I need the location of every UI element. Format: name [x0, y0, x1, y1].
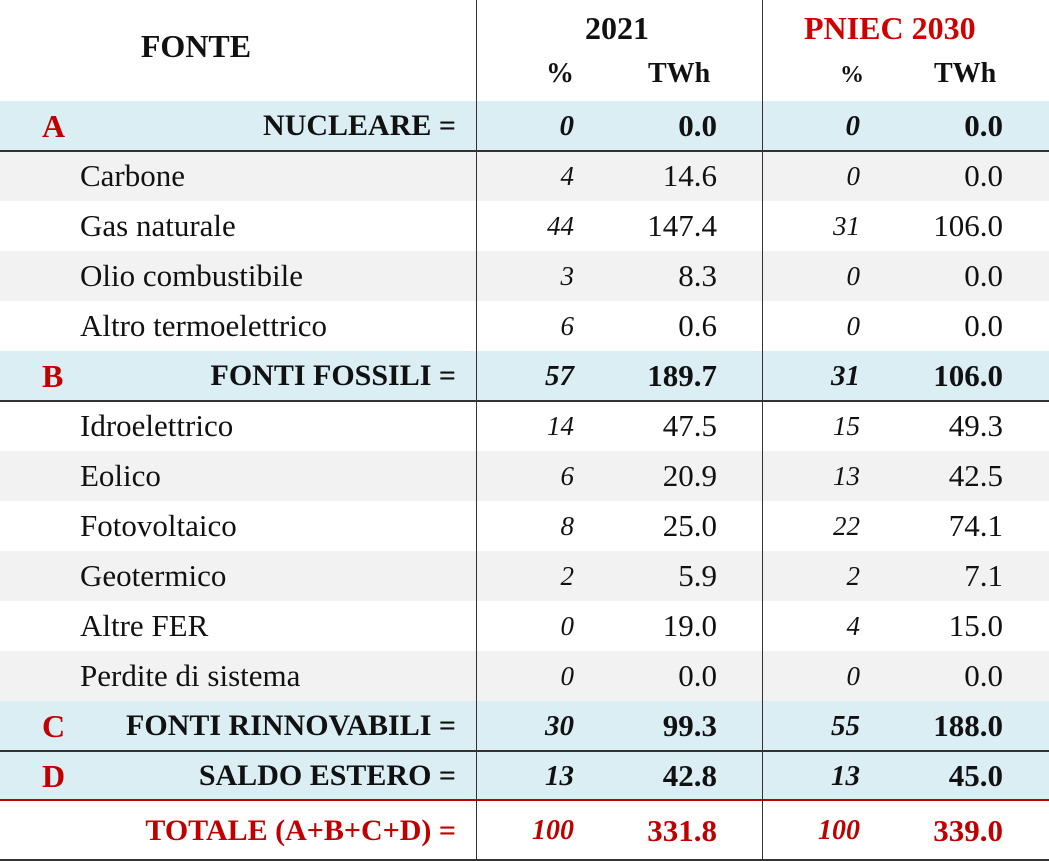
table-row: [0, 451, 1049, 501]
twh-2021-value: 0.0: [678, 658, 717, 693]
table-row: [0, 601, 1049, 651]
summary-row: [0, 701, 1049, 751]
twh-2021-value: 0.6: [678, 308, 717, 343]
table-row: [0, 551, 1049, 601]
pct-2021-value: 4: [560, 160, 574, 191]
twh-2030-value: 0.0: [964, 308, 1003, 343]
twh-2030-value: 106.0: [933, 208, 1003, 243]
header-twh-2021: TWh: [648, 58, 711, 89]
pct-2030-value: 0: [846, 660, 860, 691]
twh-2030-value: 106.0: [933, 358, 1003, 393]
pct-2021-value: 6: [560, 310, 574, 341]
group-letter: C: [42, 707, 66, 744]
twh-2021-value: 0.0: [678, 108, 717, 143]
group-letter: A: [42, 107, 66, 144]
source-name: [0, 101, 476, 151]
pct-2030-value: 13: [831, 759, 860, 792]
column-divider-2030: [762, 0, 763, 861]
table-row: [0, 501, 1049, 551]
source-name: Olio combustibile: [80, 258, 304, 293]
source-name: Eolico: [80, 458, 161, 493]
pct-2021-value: 14: [547, 410, 574, 441]
twh-2021-value: 147.4: [647, 208, 717, 243]
group-label: NUCLEARE =: [263, 109, 456, 142]
pct-2030-value: 0: [846, 160, 860, 191]
pct-2021-value: 100: [532, 815, 574, 846]
pct-2021-value: 3: [560, 260, 574, 291]
group-label: FONTI RINNOVABILI =: [126, 709, 456, 742]
source-name: Idroelettrico: [80, 408, 234, 443]
twh-2030-value: 42.5: [948, 458, 1003, 493]
table-row: [0, 401, 1049, 451]
twh-2021-value: 42.8: [662, 758, 717, 793]
twh-2021-value: 5.9: [678, 558, 717, 593]
source-name: Altro termoelettrico: [80, 308, 328, 343]
pct-2030-value: 22: [833, 510, 860, 541]
source-name: [0, 701, 476, 751]
group-letter: D: [42, 757, 66, 794]
source-name: Altre FER: [80, 608, 209, 643]
source-name: Carbone: [80, 158, 186, 193]
row-divider: [0, 400, 1049, 402]
pct-2021-value: 6: [560, 460, 574, 491]
pct-2021-value: 8: [560, 510, 574, 541]
row-divider: [0, 750, 1049, 752]
pct-2030-value: 13: [833, 460, 860, 491]
source-name: Perdite di sistema: [80, 658, 301, 693]
header-twh-2030: TWh: [934, 58, 997, 89]
twh-2030-value: 15.0: [948, 608, 1003, 643]
source-name: [0, 351, 476, 401]
group-label: SALDO ESTERO =: [198, 759, 456, 792]
pct-2030-value: 31: [833, 210, 860, 241]
source-name: [0, 751, 476, 801]
pct-2021-value: 0: [559, 109, 574, 142]
twh-2030-value: 49.3: [948, 408, 1003, 443]
twh-2030-value: 188.0: [933, 708, 1003, 743]
pct-2030-value: 0: [846, 260, 860, 291]
source-name: Geotermico: [80, 558, 227, 593]
pct-2021-value: 30: [545, 709, 574, 742]
twh-2030-value: 7.1: [964, 558, 1003, 593]
twh-2030-value: 0.0: [964, 658, 1003, 693]
pct-2030-value: 15: [833, 410, 860, 441]
twh-2030-value: 74.1: [948, 508, 1003, 543]
group-letter: B: [42, 357, 64, 394]
header-year-2030: PNIEC 2030: [804, 10, 976, 46]
twh-2030-value: 0.0: [964, 258, 1003, 293]
pct-2030-value: 31: [831, 359, 860, 392]
row-divider: [0, 150, 1049, 152]
twh-2030-value: 45.0: [948, 758, 1003, 793]
summary-row: [0, 751, 1049, 801]
source-name: TOTALE (A+B+C+D) =: [145, 814, 456, 847]
twh-2021-value: 189.7: [647, 358, 717, 393]
twh-2021-value: 8.3: [678, 258, 717, 293]
twh-2021-value: 331.8: [647, 813, 717, 848]
pct-2030-value: 0: [846, 310, 860, 341]
twh-2030-value: 0.0: [964, 158, 1003, 193]
table-row: [0, 201, 1049, 251]
pct-2021-value: 57: [545, 359, 574, 392]
summary-row: [0, 351, 1049, 401]
twh-2021-value: 99.3: [662, 708, 717, 743]
column-divider-2021: [476, 0, 477, 861]
twh-2021-value: 25.0: [662, 508, 717, 543]
twh-2021-value: 19.0: [662, 608, 717, 643]
summary-row: [0, 101, 1049, 151]
twh-2030-value: 0.0: [964, 108, 1003, 143]
pct-2021-value: 0: [560, 660, 574, 691]
group-label: FONTI FOSSILI =: [210, 359, 456, 392]
table-row: [0, 151, 1049, 201]
table-row: [0, 301, 1049, 351]
twh-2021-value: 14.6: [662, 158, 717, 193]
row-divider: [0, 799, 1049, 801]
pct-2030-value: 2: [846, 560, 860, 591]
twh-2030-value: 339.0: [933, 813, 1003, 848]
header-fonte: FONTE: [140, 28, 252, 64]
header-year-2021: 2021: [585, 10, 649, 46]
pct-2021-value: 2: [560, 560, 574, 591]
pct-2030-value: 100: [818, 815, 860, 846]
pct-2021-value: 0: [560, 610, 574, 641]
pct-2021-value: 13: [545, 759, 574, 792]
pct-2030-value: 4: [846, 610, 860, 641]
pct-2030-value: 55: [831, 709, 860, 742]
source-name: Fotovoltaico: [80, 508, 237, 543]
twh-2021-value: 20.9: [662, 458, 717, 493]
header-pct-2021: %: [546, 58, 574, 89]
table-row: [0, 251, 1049, 301]
twh-2021-value: 47.5: [662, 408, 717, 443]
table-row: [0, 651, 1049, 701]
header-pct-2030: %: [840, 62, 864, 88]
pct-2030-value: 0: [845, 109, 860, 142]
total-row: [0, 801, 1049, 861]
pct-2021-value: 44: [547, 210, 574, 241]
source-name: Gas naturale: [80, 208, 236, 243]
